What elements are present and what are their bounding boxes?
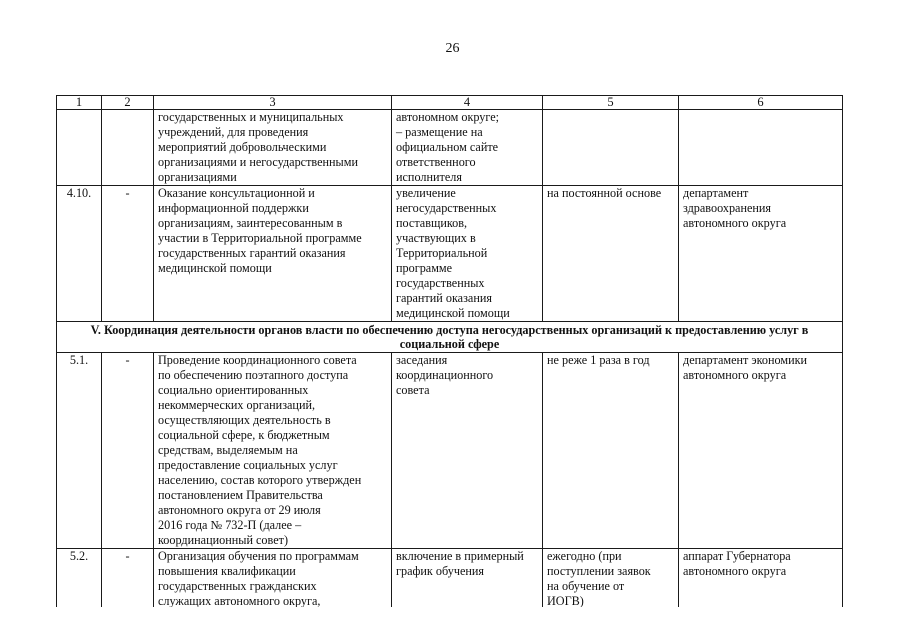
cell-col5 <box>543 110 679 186</box>
row-number: 4.10. <box>57 186 102 322</box>
cell-col4: включение в примерный график обучения <box>392 549 543 608</box>
header-cell-5: 5 <box>543 96 679 110</box>
cell-col3: Организация обучения по программам повышения квалификации государственных гражданских служащих автономного округа, <box>154 549 392 608</box>
cell-col5: ежегодно (при поступлении заявок на обучение от ИОГВ) <box>543 549 679 608</box>
cell-col5: на постоянной основе <box>543 186 679 322</box>
row-number: 5.1. <box>57 353 102 549</box>
cell-col6 <box>679 110 843 186</box>
cell-col4: заседания координационного совета <box>392 353 543 549</box>
section-heading: V. Координация деятельности органов власти по обеспечению доступа негосударственных организаций к предоставлению услуг в социальной сфере <box>57 322 843 353</box>
table-row-5-2 <box>57 549 843 608</box>
row-dash: - <box>102 186 154 322</box>
table-row-5-1 <box>57 353 843 549</box>
cell-col2 <box>102 110 154 186</box>
cell-num <box>57 110 102 186</box>
cell-col3: государственных и муниципальных учреждений, для проведения мероприятий добровольческими организациями и негосударственными организациями <box>154 110 392 186</box>
cell-col4: автономном округе; – размещение на официальном сайте ответственного исполнителя <box>392 110 543 186</box>
header-cell-1: 1 <box>57 96 102 110</box>
row-dash: - <box>102 549 154 608</box>
table-row-continuation <box>57 110 843 186</box>
cell-col4: увеличение негосударственных поставщиков, участвующих в Территориальной программе государственных гарантий оказания медицинской помощи <box>392 186 543 322</box>
cell-col6: департамент здравоохранения автономного округа <box>679 186 843 322</box>
cell-col3: Проведение координационного совета по обеспечению поэтапного доступа социально ориентированных некоммерческих организаций, осуществляющих деятельность в социальной сфере, к бюджетным средствам, выделяемым на предоставление социальных услуг населению, состав которого утвержден постановлением Правительства автономного округа от 29 июля 2016 года № 732-П (далее – координационный совет) <box>154 353 392 549</box>
cell-col3: Оказание консультационной и информационной поддержки организациям, заинтересованным в участии в Территориальной программе государственных гарантий оказания медицинской помощи <box>154 186 392 322</box>
row-number: 5.2. <box>57 549 102 608</box>
page-number: 26 <box>445 41 460 56</box>
header-cell-4: 4 <box>392 96 543 110</box>
cell-col5: не реже 1 раза в год <box>543 353 679 549</box>
table-row-4-10 <box>57 186 843 322</box>
header-cell-3: 3 <box>154 96 392 110</box>
row-dash: - <box>102 353 154 549</box>
cell-col6: аппарат Губернатора автономного округа <box>679 549 843 608</box>
header-cell-6: 6 <box>679 96 843 110</box>
cell-col6: департамент экономики автономного округа <box>679 353 843 549</box>
section-heading-row <box>57 322 843 353</box>
measures-table <box>56 95 843 607</box>
header-cell-2: 2 <box>102 96 154 110</box>
table-header-row <box>57 96 843 110</box>
